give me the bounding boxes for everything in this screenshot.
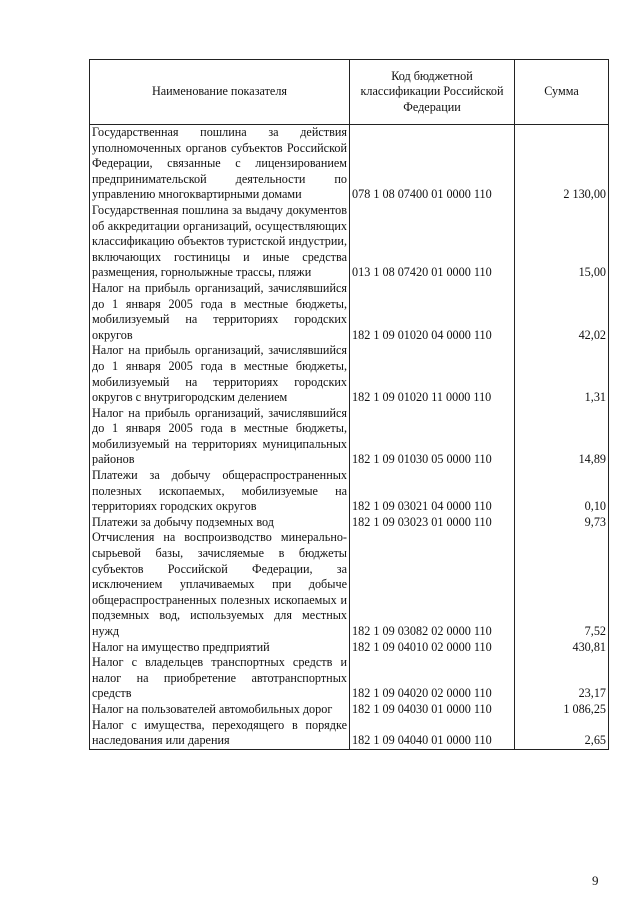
sum-cell: 0,10	[515, 468, 609, 515]
table-row	[90, 343, 609, 405]
header-sum: Сумма	[515, 60, 609, 125]
table-row	[90, 718, 609, 750]
sum-cell: 23,17	[515, 655, 609, 702]
table-header-row	[90, 60, 609, 125]
indicator-name-cell: Налог на пользователей автомобильных дорог	[90, 702, 350, 718]
indicator-name-cell: Налог на имущество предприятий	[90, 640, 350, 656]
budget-code-cell: 078 1 08 07400 01 0000 110	[350, 125, 515, 203]
sum-cell: 2 130,00	[515, 125, 609, 203]
budget-code-cell: 182 1 09 04030 01 0000 110	[350, 702, 515, 718]
table-row	[90, 203, 609, 281]
budget-code-cell: 013 1 08 07420 01 0000 110	[350, 203, 515, 281]
budget-code-cell: 182 1 09 01030 05 0000 110	[350, 406, 515, 468]
table-row	[90, 640, 609, 656]
sum-cell: 7,52	[515, 530, 609, 639]
budget-code-cell: 182 1 09 01020 04 0000 110	[350, 281, 515, 343]
budget-code-cell: 182 1 09 03023 01 0000 110	[350, 515, 515, 531]
header-indicator-name: Наименование показателя	[90, 60, 350, 125]
indicator-name-cell: Государственная пошлина за выдачу документов об аккредитации организаций, осуществляющих классификацию объектов туристской индустрии, включающих гостиницы и иные средства размещения, горнолыжные трассы, пляжи	[90, 203, 350, 281]
header-budget-code: Код бюджетной классификации Российской Федерации	[350, 60, 515, 125]
indicator-name-cell: Государственная пошлина за действия уполномоченных органов субъектов Российской Федерации, связанные с лицензированием предпринимательской деятельности по управлению многоквартирными домами	[90, 125, 350, 203]
table-row	[90, 125, 609, 203]
budget-code-cell: 182 1 09 04010 02 0000 110	[350, 640, 515, 656]
indicator-name-cell: Платежи за добычу общераспространенных полезных ископаемых, мобилизуемые на территориях городских округов	[90, 468, 350, 515]
sum-cell: 15,00	[515, 203, 609, 281]
table-row	[90, 406, 609, 468]
table-row	[90, 281, 609, 343]
budget-code-cell: 182 1 09 03021 04 0000 110	[350, 468, 515, 515]
sum-cell: 2,65	[515, 718, 609, 750]
sum-cell: 42,02	[515, 281, 609, 343]
table-row	[90, 515, 609, 531]
indicator-name-cell: Налог на прибыль организаций, зачислявшийся до 1 января 2005 года в местные бюджеты, мобилизуемый на территориях городских округов с внутригородским делением	[90, 343, 350, 405]
indicator-name-cell: Налог с имущества, переходящего в порядке наследования или дарения	[90, 718, 350, 750]
budget-code-cell: 182 1 09 04040 01 0000 110	[350, 718, 515, 750]
indicator-name-cell: Налог на прибыль организаций, зачислявшийся до 1 января 2005 года в местные бюджеты, мобилизуемый на территориях городских округов	[90, 281, 350, 343]
budget-code-cell: 182 1 09 01020 11 0000 110	[350, 343, 515, 405]
sum-cell: 14,89	[515, 406, 609, 468]
indicator-name-cell: Отчисления на воспроизводство минерально-сырьевой базы, зачисляемые в бюджеты субъектов Российской Федерации, за исключением уплачиваемых при добыче общераспространенных полезных ископаемых и подземных вод, используемых для местных нужд	[90, 530, 350, 639]
sum-cell: 1 086,25	[515, 702, 609, 718]
table-row	[90, 655, 609, 702]
indicator-name-cell: Платежи за добычу подземных вод	[90, 515, 350, 531]
budget-code-cell: 182 1 09 04020 02 0000 110	[350, 655, 515, 702]
budget-code-cell: 182 1 09 03082 02 0000 110	[350, 530, 515, 639]
budget-revenue-table	[89, 59, 609, 750]
page-number: 9	[592, 873, 599, 888]
indicator-name-cell: Налог с владельцев транспортных средств и налог на приобретение автотранспортных средств	[90, 655, 350, 702]
table-row	[90, 530, 609, 639]
indicator-name-cell: Налог на прибыль организаций, зачислявшийся до 1 января 2005 года в местные бюджеты, мобилизуемый на территориях муниципальных районов	[90, 406, 350, 468]
sum-cell: 9,73	[515, 515, 609, 531]
sum-cell: 1,31	[515, 343, 609, 405]
table-row	[90, 468, 609, 515]
sum-cell: 430,81	[515, 640, 609, 656]
table-row	[90, 702, 609, 718]
